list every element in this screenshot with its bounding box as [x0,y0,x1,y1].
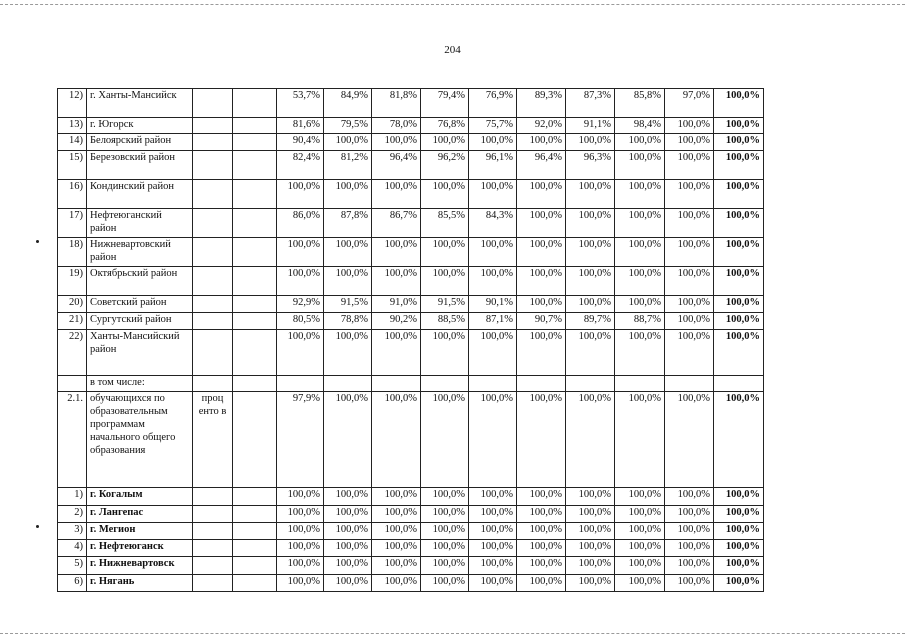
empty-cell [233,506,277,523]
row-name: Кондинский район [87,180,193,209]
value-cell: 92,0% [517,118,566,134]
empty-cell [233,89,277,118]
value-cell: 100,0% [517,238,566,267]
value-cell: 87,1% [469,313,517,330]
value-cell: 100,0% [714,557,764,575]
row-unit [193,89,233,118]
value-cell: 79,4% [421,89,469,118]
value-cell: 100,0% [324,238,372,267]
value-cell: 81,2% [324,151,372,180]
table-row [58,296,764,313]
row-number: 20) [58,296,87,313]
row-number: 3) [58,523,87,540]
value-cell: 100,0% [324,134,372,151]
value-cell: 100,0% [421,134,469,151]
row-unit [193,313,233,330]
value-cell: 100,0% [566,575,615,592]
value-cell: 100,0% [615,506,665,523]
empty-cell [233,238,277,267]
row-unit [193,557,233,575]
value-cell: 100,0% [517,267,566,296]
row-name: Нефтеюганский район [87,209,193,238]
value-cell: 100,0% [277,180,324,209]
value-cell: 100,0% [469,238,517,267]
row-name: обучающихся по образовательным программам начального общего образования [87,392,193,488]
value-cell: 100,0% [277,557,324,575]
value-cell: 100,0% [517,392,566,488]
value-cell: 100,0% [517,575,566,592]
value-cell: 100,0% [421,488,469,506]
row-number: 15) [58,151,87,180]
row-number: 4) [58,540,87,557]
row-number: 5) [58,557,87,575]
value-cell: 100,0% [566,506,615,523]
value-cell: 100,0% [421,180,469,209]
value-cell [421,376,469,392]
row-unit [193,506,233,523]
value-cell: 100,0% [372,488,421,506]
row-unit [193,209,233,238]
empty-cell [233,392,277,488]
value-cell: 100,0% [517,180,566,209]
row-unit [193,151,233,180]
value-cell: 90,2% [372,313,421,330]
value-cell: 100,0% [421,557,469,575]
value-cell: 100,0% [517,209,566,238]
empty-cell [233,488,277,506]
value-cell: 100,0% [615,134,665,151]
value-cell: 87,8% [324,209,372,238]
value-cell: 100,0% [469,267,517,296]
value-cell: 100,0% [372,506,421,523]
value-cell: 76,9% [469,89,517,118]
empty-cell [233,313,277,330]
value-cell: 91,1% [566,118,615,134]
value-cell: 100,0% [566,209,615,238]
row-name: г. Нягань [87,575,193,592]
row-unit [193,134,233,151]
value-cell: 100,0% [277,330,324,376]
value-cell: 84,9% [324,89,372,118]
table-row [58,376,764,392]
value-cell: 100,0% [372,575,421,592]
row-number: 2) [58,506,87,523]
value-cell: 100,0% [615,151,665,180]
value-cell: 100,0% [517,540,566,557]
value-cell: 100,0% [517,134,566,151]
value-cell: 100,0% [277,523,324,540]
row-name: Нижневартовский район [87,238,193,267]
empty-cell [233,575,277,592]
value-cell: 100,0% [665,209,714,238]
value-cell: 97,9% [277,392,324,488]
empty-cell [233,557,277,575]
value-cell: 100,0% [665,392,714,488]
row-number: 18) [58,238,87,267]
row-number: 21) [58,313,87,330]
value-cell: 88,7% [615,313,665,330]
row-unit [193,267,233,296]
value-cell: 100,0% [714,151,764,180]
value-cell: 100,0% [615,523,665,540]
row-name: г. Нефтеюганск [87,540,193,557]
value-cell: 100,0% [615,180,665,209]
value-cell: 100,0% [665,180,714,209]
row-number: 19) [58,267,87,296]
value-cell: 100,0% [421,540,469,557]
value-cell: 100,0% [615,238,665,267]
value-cell: 84,3% [469,209,517,238]
value-cell: 91,0% [372,296,421,313]
value-cell: 100,0% [714,134,764,151]
row-unit [193,118,233,134]
row-number: 2.1. [58,392,87,488]
row-number: 1) [58,488,87,506]
row-name: г. Мегион [87,523,193,540]
row-unit [193,180,233,209]
value-cell: 96,4% [517,151,566,180]
value-cell: 100,0% [324,180,372,209]
table-row [58,238,764,267]
value-cell [665,376,714,392]
value-cell: 100,0% [566,488,615,506]
value-cell: 100,0% [615,488,665,506]
value-cell: 100,0% [714,506,764,523]
value-cell: 100,0% [517,506,566,523]
table-row [58,313,764,330]
value-cell: 75,7% [469,118,517,134]
value-cell: 100,0% [469,392,517,488]
value-cell: 81,6% [277,118,324,134]
value-cell: 100,0% [469,557,517,575]
value-cell: 100,0% [714,540,764,557]
value-cell: 78,8% [324,313,372,330]
scan-edge-bottom [0,633,905,634]
value-cell: 96,4% [372,151,421,180]
value-cell: 89,3% [517,89,566,118]
value-cell: 100,0% [566,267,615,296]
row-unit [193,238,233,267]
row-unit [193,330,233,376]
value-cell [469,376,517,392]
value-cell: 100,0% [469,134,517,151]
value-cell: 100,0% [421,506,469,523]
value-cell: 100,0% [517,523,566,540]
value-cell: 100,0% [615,540,665,557]
row-name: г. Лангепас [87,506,193,523]
value-cell [277,376,324,392]
value-cell: 100,0% [324,523,372,540]
value-cell: 100,0% [277,267,324,296]
value-cell: 89,7% [566,313,615,330]
value-cell: 100,0% [665,523,714,540]
empty-cell [233,209,277,238]
page-number: 204 [444,44,461,56]
table-row [58,506,764,523]
value-cell: 100,0% [566,180,615,209]
value-cell: 100,0% [372,557,421,575]
value-cell: 100,0% [277,506,324,523]
value-cell: 100,0% [372,180,421,209]
value-cell: 100,0% [469,180,517,209]
value-cell: 100,0% [324,557,372,575]
empty-cell [233,134,277,151]
table-row [58,118,764,134]
row-unit [193,376,233,392]
value-cell: 100,0% [615,557,665,575]
value-cell: 100,0% [665,296,714,313]
margin-mark [36,525,39,528]
empty-cell [233,151,277,180]
value-cell: 100,0% [714,488,764,506]
value-cell: 100,0% [665,575,714,592]
empty-cell [233,180,277,209]
value-cell: 100,0% [566,238,615,267]
value-cell: 100,0% [372,540,421,557]
value-cell: 100,0% [324,506,372,523]
value-cell: 100,0% [714,392,764,488]
value-cell: 53,7% [277,89,324,118]
value-cell: 100,0% [324,488,372,506]
row-unit [193,296,233,313]
value-cell: 100,0% [615,575,665,592]
value-cell: 87,3% [566,89,615,118]
value-cell: 96,3% [566,151,615,180]
empty-cell [233,540,277,557]
value-cell: 100,0% [324,330,372,376]
value-cell: 100,0% [566,296,615,313]
value-cell: 100,0% [324,575,372,592]
value-cell: 85,8% [615,89,665,118]
row-name: в том числе: [87,376,193,392]
value-cell: 91,5% [421,296,469,313]
value-cell: 78,0% [372,118,421,134]
row-number: 6) [58,575,87,592]
margin-mark [36,240,39,243]
value-cell: 100,0% [566,392,615,488]
row-number: 16) [58,180,87,209]
table-row [58,523,764,540]
value-cell: 100,0% [469,540,517,557]
value-cell: 100,0% [714,89,764,118]
value-cell: 100,0% [566,540,615,557]
empty-cell [233,118,277,134]
row-number: 22) [58,330,87,376]
value-cell: 96,2% [421,151,469,180]
value-cell: 100,0% [517,296,566,313]
value-cell [615,376,665,392]
value-cell: 100,0% [665,506,714,523]
table-row [58,488,764,506]
row-unit [193,540,233,557]
row-unit: проц енто в [193,392,233,488]
value-cell: 100,0% [714,296,764,313]
table-row [58,575,764,592]
value-cell: 100,0% [469,506,517,523]
row-name: Березовский район [87,151,193,180]
value-cell: 100,0% [566,557,615,575]
value-cell: 100,0% [665,151,714,180]
row-number [58,376,87,392]
table-row [58,267,764,296]
row-unit [193,575,233,592]
value-cell: 100,0% [421,523,469,540]
empty-cell [233,523,277,540]
value-cell: 100,0% [277,488,324,506]
row-name: г. Нижневартовск [87,557,193,575]
row-name: Ханты-Мансийский район [87,330,193,376]
value-cell: 98,4% [615,118,665,134]
value-cell: 100,0% [615,296,665,313]
table-row [58,151,764,180]
value-cell: 100,0% [714,118,764,134]
value-cell: 100,0% [566,523,615,540]
value-cell: 100,0% [615,392,665,488]
table-row [58,180,764,209]
value-cell: 90,7% [517,313,566,330]
value-cell: 81,8% [372,89,421,118]
value-cell: 100,0% [566,330,615,376]
row-name: г. Ханты-Мансийск [87,89,193,118]
scan-edge-top [0,4,905,5]
value-cell: 86,7% [372,209,421,238]
table-row [58,540,764,557]
value-cell: 100,0% [517,557,566,575]
empty-cell [233,330,277,376]
value-cell: 100,0% [421,575,469,592]
empty-cell [233,296,277,313]
value-cell: 100,0% [714,180,764,209]
empty-cell [233,376,277,392]
row-name: г. Когалым [87,488,193,506]
value-cell: 100,0% [714,238,764,267]
value-cell [372,376,421,392]
row-unit [193,488,233,506]
row-name: Белоярский район [87,134,193,151]
value-cell: 100,0% [665,238,714,267]
value-cell: 100,0% [421,267,469,296]
table-row [58,89,764,118]
table-row [58,557,764,575]
value-cell: 100,0% [324,267,372,296]
row-name: Советский район [87,296,193,313]
value-cell: 96,1% [469,151,517,180]
value-cell: 100,0% [615,267,665,296]
value-cell: 100,0% [324,540,372,557]
table-row [58,134,764,151]
value-cell: 90,1% [469,296,517,313]
value-cell: 79,5% [324,118,372,134]
value-cell: 100,0% [421,392,469,488]
row-number: 17) [58,209,87,238]
value-cell: 100,0% [469,575,517,592]
value-cell: 100,0% [277,575,324,592]
value-cell: 100,0% [714,313,764,330]
value-cell: 100,0% [615,209,665,238]
empty-cell [233,267,277,296]
value-cell: 100,0% [714,523,764,540]
value-cell: 100,0% [469,488,517,506]
value-cell: 100,0% [372,523,421,540]
value-cell: 100,0% [566,134,615,151]
value-cell: 100,0% [277,540,324,557]
value-cell: 100,0% [517,488,566,506]
row-unit [193,523,233,540]
value-cell: 100,0% [665,118,714,134]
value-cell: 97,0% [665,89,714,118]
value-cell: 86,0% [277,209,324,238]
row-name: Октябрьский район [87,267,193,296]
value-cell: 76,8% [421,118,469,134]
value-cell: 100,0% [372,134,421,151]
value-cell: 100,0% [469,330,517,376]
row-number: 13) [58,118,87,134]
value-cell: 100,0% [372,267,421,296]
value-cell: 100,0% [714,267,764,296]
row-name: Сургутский район [87,313,193,330]
row-name: г. Югорск [87,118,193,134]
value-cell: 100,0% [372,330,421,376]
value-cell: 100,0% [665,313,714,330]
value-cell: 90,4% [277,134,324,151]
row-number: 14) [58,134,87,151]
value-cell: 100,0% [324,392,372,488]
value-cell: 100,0% [277,238,324,267]
value-cell: 100,0% [421,238,469,267]
value-cell: 100,0% [665,330,714,376]
value-cell: 82,4% [277,151,324,180]
value-cell: 100,0% [372,392,421,488]
value-cell: 100,0% [665,134,714,151]
value-cell: 92,9% [277,296,324,313]
value-cell: 100,0% [665,267,714,296]
table-row [58,330,764,376]
value-cell: 100,0% [615,330,665,376]
value-cell: 100,0% [714,575,764,592]
value-cell: 80,5% [277,313,324,330]
table-row [58,392,764,488]
value-cell: 100,0% [469,523,517,540]
value-cell: 85,5% [421,209,469,238]
value-cell [324,376,372,392]
value-cell: 100,0% [665,557,714,575]
value-cell: 88,5% [421,313,469,330]
value-cell: 100,0% [714,330,764,376]
value-cell: 100,0% [517,330,566,376]
value-cell: 100,0% [714,209,764,238]
value-cell: 91,5% [324,296,372,313]
value-cell: 100,0% [665,540,714,557]
value-cell [566,376,615,392]
value-cell [714,376,764,392]
data-table [57,88,764,592]
value-cell: 100,0% [372,238,421,267]
value-cell [517,376,566,392]
row-number: 12) [58,89,87,118]
table-row [58,209,764,238]
value-cell: 100,0% [421,330,469,376]
value-cell: 100,0% [665,488,714,506]
